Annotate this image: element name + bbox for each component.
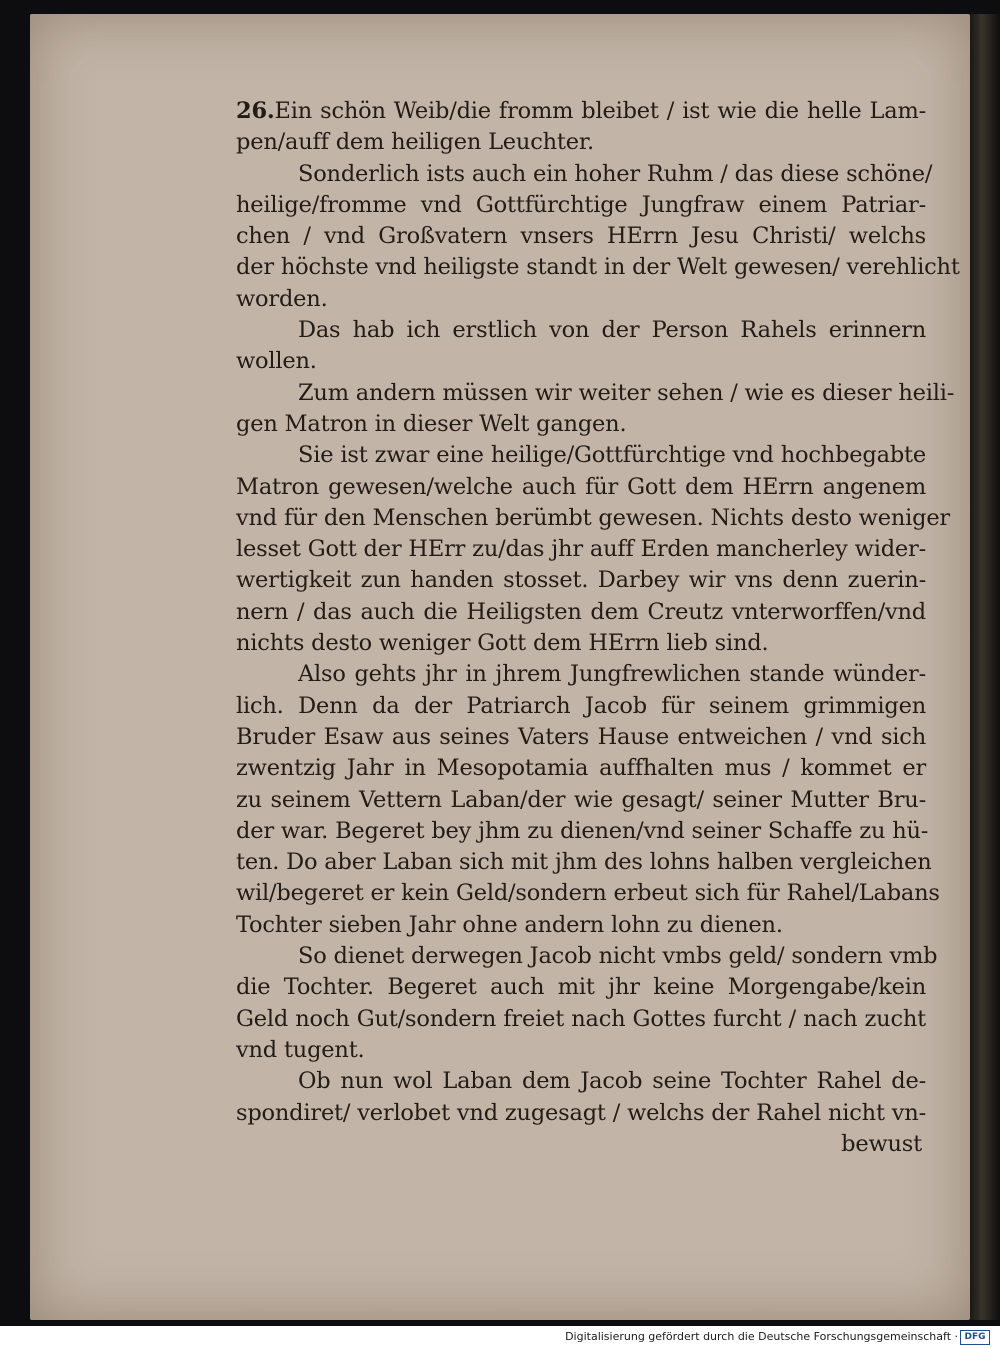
text-line-content: nern / das auch die Heiligsten dem Creutz vnterworffen/vnd xyxy=(236,598,926,625)
text-line xyxy=(236,816,929,847)
text-line xyxy=(236,127,926,158)
text-line xyxy=(236,315,926,346)
text-line-content: heilige/fromme vnd Gottfürchtige Jungfraw einem Patriar- xyxy=(236,191,926,218)
text-line-content: Zum andern müssen wir weiter sehen / wie es dieser heili- xyxy=(298,379,955,406)
text-line xyxy=(236,1129,926,1160)
text-line xyxy=(236,284,926,315)
text-line xyxy=(236,503,950,534)
page-edge-shadow xyxy=(970,14,1000,1320)
text-line xyxy=(236,597,926,628)
text-line-content: Ob nun wol Laban dem Jacob seine Tochter Rahel de- xyxy=(298,1068,926,1095)
text-line-content: gen Matron in dieser Welt gangen. xyxy=(236,410,627,437)
text-line xyxy=(236,409,926,440)
text-line xyxy=(236,1066,926,1097)
text-line-content: ten. Do aber Laban sich mit jhm des lohns halben vergleichen xyxy=(236,849,932,876)
text-line-content: der war. Begeret bey jhm zu dienen/vnd seiner Schaffe zu hü- xyxy=(236,817,929,844)
text-line xyxy=(236,565,926,596)
text-line xyxy=(236,221,926,252)
text-line xyxy=(236,378,955,409)
text-line-content: Sonderlich ists auch ein hoher Ruhm / das diese schöne/ xyxy=(298,160,933,187)
text-line-content: zu seinem Vettern Laban/der wie gesagt/ seiner Mutter Bru- xyxy=(236,786,926,813)
text-line-content: wertigkeit zun handen stosset. Darbey wir vns denn zuerin- xyxy=(236,567,926,594)
text-line-content: worden. xyxy=(236,285,328,312)
text-line-content: So dienet derwegen Jacob nicht vmbs geld/ sondern vmb xyxy=(298,943,938,970)
text-line xyxy=(236,1098,926,1129)
text-line-content: wil/begeret er kein Geld/sondern erbeut sich für Rahel/Labans xyxy=(236,880,940,907)
text-line-content: lesset Gott der HErr zu/das jhr auff Erden mancherley wider- xyxy=(236,536,926,563)
text-line xyxy=(236,1004,926,1035)
text-line xyxy=(236,753,926,784)
text-line xyxy=(236,941,938,972)
text-line xyxy=(236,159,933,190)
text-line-content: nichts desto weniger Gott dem HErrn lieb sind. xyxy=(236,630,769,657)
text-line xyxy=(236,972,926,1003)
text-line-content: Also gehts jhr in jhrem Jungfrewlichen stande wünder- xyxy=(298,661,926,688)
dfg-logo-icon: DFG xyxy=(960,1330,990,1345)
text-line-content: Geld noch Gut/sondern freiet nach Gottes furcht / nach zucht xyxy=(236,1005,926,1032)
text-line xyxy=(236,628,926,659)
text-line-content: spondiret/ verlobet vnd zugesagt / welchs der Rahel nicht vn- xyxy=(236,1099,926,1126)
text-line xyxy=(236,252,960,283)
footer-credit: Digitalisierung gefördert durch die Deutsche Forschungsgemeinschaft · xyxy=(565,1330,958,1343)
text-line xyxy=(236,878,940,909)
text-line-content: vnd für den Menschen berümbt gewesen. Nichts desto weniger xyxy=(236,504,950,531)
text-line-content: die Tochter. Begeret auch mit jhr keine Morgengabe/kein xyxy=(236,974,926,1001)
text-line xyxy=(236,847,932,878)
text-line-content: bewust xyxy=(841,1130,922,1157)
text-line xyxy=(236,190,926,221)
text-line xyxy=(236,1035,926,1066)
page-number: 26. xyxy=(236,98,275,124)
text-line-content: Sie ist zwar eine heilige/Gottfürchtige vnd hochbegabte xyxy=(298,442,926,469)
text-line-content: pen/auff dem heiligen Leuchter. xyxy=(236,129,594,156)
text-line-content: lich. Denn da der Patriarch Jacob für seinem grimmigen xyxy=(236,692,926,719)
text-line-content: der höchste vnd heiligste standt in der Welt gewesen/ verehlicht xyxy=(236,254,960,281)
text-line xyxy=(236,722,926,753)
text-line xyxy=(236,659,926,690)
text-line-content: Matron gewesen/welche auch für Gott dem HErrn angenem xyxy=(236,473,926,500)
text-line xyxy=(236,910,926,941)
text-line-content: Das hab ich erstlich von der Person Rahels erinnern xyxy=(298,317,926,344)
text-line xyxy=(236,785,926,816)
text-line-content: Bruder Esaw aus seines Vaters Hause entweichen / vnd sich xyxy=(236,723,926,750)
text-line xyxy=(236,691,926,722)
text-line-content: zwentzig Jahr in Mesopotamia auffhalten mus / kommet er xyxy=(236,755,926,782)
text-line xyxy=(236,534,926,565)
page-text-block xyxy=(236,96,960,1160)
text-line-content: Ein schön Weib/die fromm bleibet / ist wie die helle Lam- xyxy=(274,98,926,124)
text-line xyxy=(236,346,926,377)
text-line xyxy=(236,440,926,471)
text-line-content: wollen. xyxy=(236,348,317,375)
text-line xyxy=(236,472,926,503)
footer-bar xyxy=(0,1326,1000,1348)
text-line-content: vnd tugent. xyxy=(236,1036,365,1063)
text-line-content: Tochter sieben Jahr ohne andern lohn zu dienen. xyxy=(236,911,783,938)
text-line-content: chen / vnd Großvatern vnsers HErrn Jesu Christi/ welchs xyxy=(236,223,926,250)
text-line xyxy=(236,96,926,127)
